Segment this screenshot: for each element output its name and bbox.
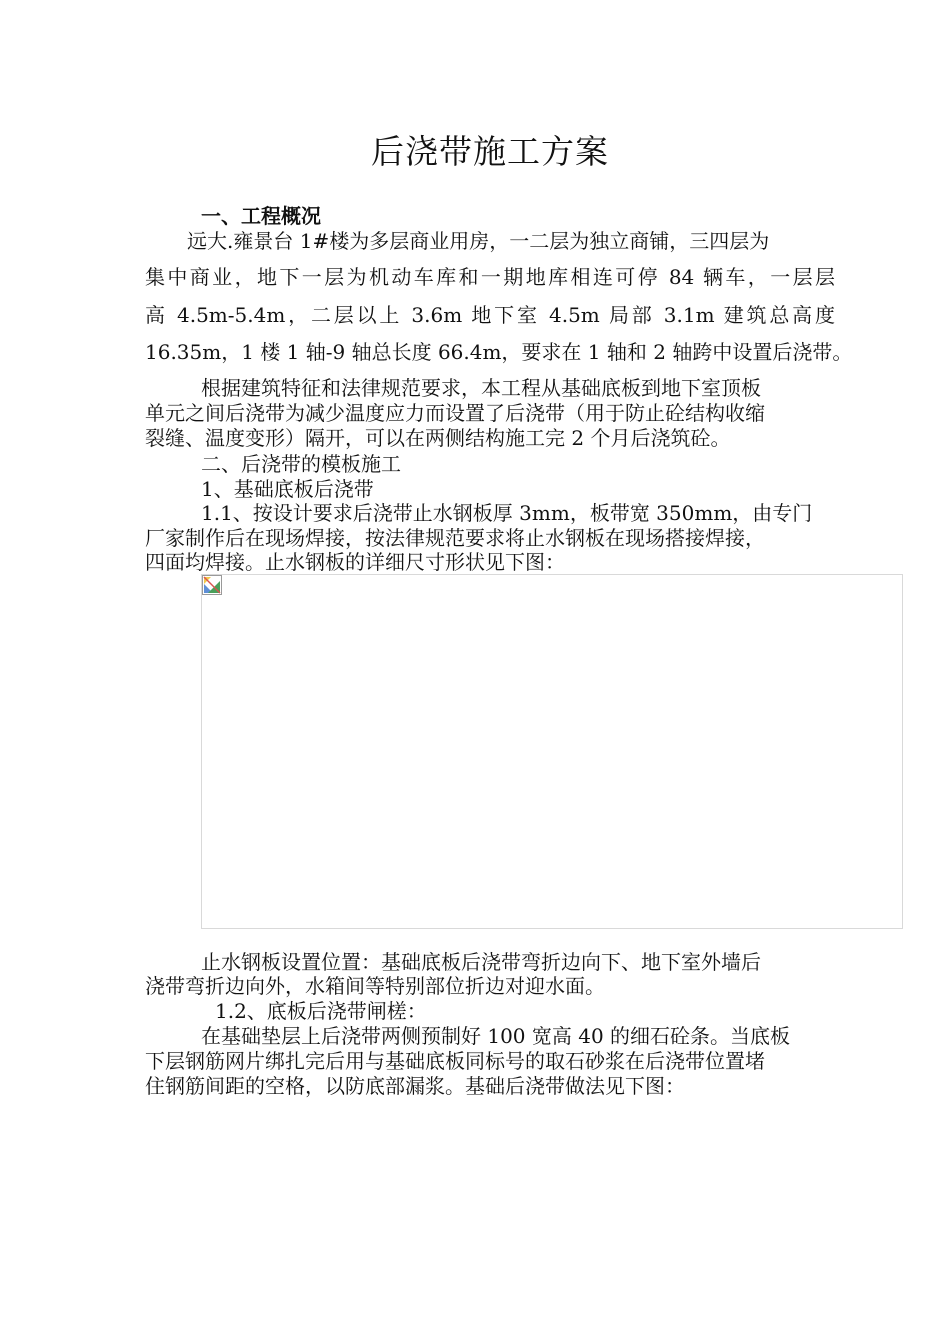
paragraph-line: 浇带弯折边向外，水箱间等特别部位折边对迎水面。 xyxy=(145,974,605,998)
paragraph-line: 16.35m，1 楼 1 轴-9 轴总长度 66.4m，要求在 1 轴和 2 轴跨中设置后浇带。 xyxy=(145,340,853,364)
waterstop-figure-placeholder xyxy=(201,574,903,929)
subheading-base-slab: 1、基础底板后浇带 xyxy=(201,477,374,501)
section-heading-formwork: 二、后浇带的模板施工 xyxy=(201,452,401,476)
section-heading-overview: 一、工程概况 xyxy=(201,204,321,228)
paragraph-line: 厂家制作后在现场焊接，按法律规范要求将止水钢板在现场搭接焊接， xyxy=(145,526,765,550)
paragraph-line: 在基础垫层上后浇带两侧预制好 100 宽高 40 的细石砼条。当底板 xyxy=(201,1024,791,1048)
paragraph-line: 集中商业，地下一层为机动车库和一期地库相连可停 84 辆车，一层层 xyxy=(145,265,835,289)
subheading-slab-stop: 1.2、底板后浇带闸槎： xyxy=(215,999,427,1023)
paragraph-line: 下层钢筋网片绑扎完后用与基础底板同标号的取石砂浆在后浇带位置堵 xyxy=(145,1049,765,1073)
paragraph-line: 住钢筋间距的空格，以防底部漏浆。基础后浇带做法见下图： xyxy=(145,1074,685,1098)
paragraph-line: 高 4.5m-5.4m，二层以上 3.6m 地下室 4.5m 局部 3.1m 建筑总高度 xyxy=(145,303,835,327)
paragraph-line: 四面均焊接。止水钢板的详细尺寸形状见下图： xyxy=(145,550,565,574)
paragraph-line: 1.1、按设计要求后浇带止水钢板厚 3mm，板带宽 350mm，由专门 xyxy=(201,501,813,525)
paragraph-line: 单元之间后浇带为减少温度应力而设置了后浇带（用于防止砼结构收缩 xyxy=(145,401,765,425)
paragraph-line: 止水钢板设置位置：基础底板后浇带弯折边向下、地下室外墙后 xyxy=(201,950,761,974)
paragraph-line: 根据建筑特征和法律规范要求，本工程从基础底板到地下室顶板 xyxy=(201,376,761,400)
paragraph-line: 远大.雍景台 1#楼为多层商业用房，一二层为独立商铺，三四层为 xyxy=(187,229,770,253)
broken-image-icon xyxy=(202,575,222,595)
document-title: 后浇带施工方案 xyxy=(371,132,609,171)
paragraph-line: 裂缝、温度变形）隔开，可以在两侧结构施工完 2 个月后浇筑砼。 xyxy=(145,426,731,450)
